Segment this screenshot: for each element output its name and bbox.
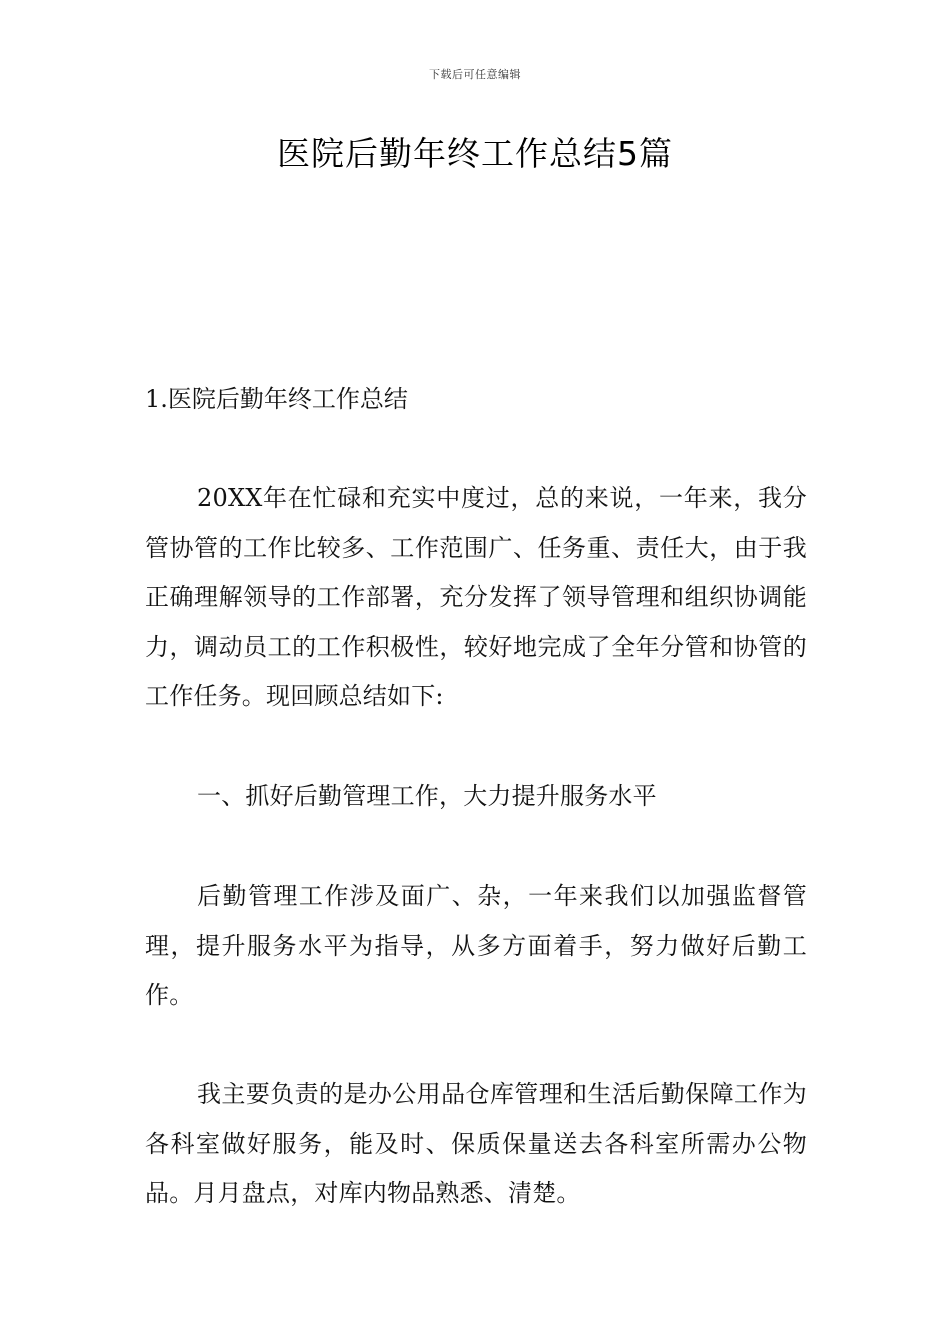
paragraph-logistics: 后勤管理工作涉及面广、杂，一年来我们以加强监督管理，提升服务水平为指导，从多方面着手，努力做好后勤工作。 <box>145 882 807 1009</box>
paragraph-subheading: 一、抓好后勤管理工作，大力提升服务水平 <box>197 782 657 810</box>
header-note: 下载后可任意编辑 <box>429 68 521 81</box>
paragraph-warehouse: 我主要负责的是办公用品仓库管理和生活后勤保障工作为各科室做好服务，能及时、保质保量送去各科室所需办公物品。月月盘点，对库内物品熟悉、清楚。 <box>145 1080 807 1207</box>
document-title: 医院后勤年终工作总结5篇 <box>277 134 673 173</box>
paragraph-intro: 20XX年在忙碌和充实中度过，总的来说，一年来，我分管协管的工作比较多、工作范围广、任务重、责任大，由于我正确理解领导的工作部署，充分发挥了领导管理和组织协调能力，调动员工的工作积极性，较好地完成了全年分管和协管的工作任务。现回顾总结如下: <box>145 484 807 710</box>
section-heading: 1.医院后勤年终工作总结 <box>145 385 408 413</box>
